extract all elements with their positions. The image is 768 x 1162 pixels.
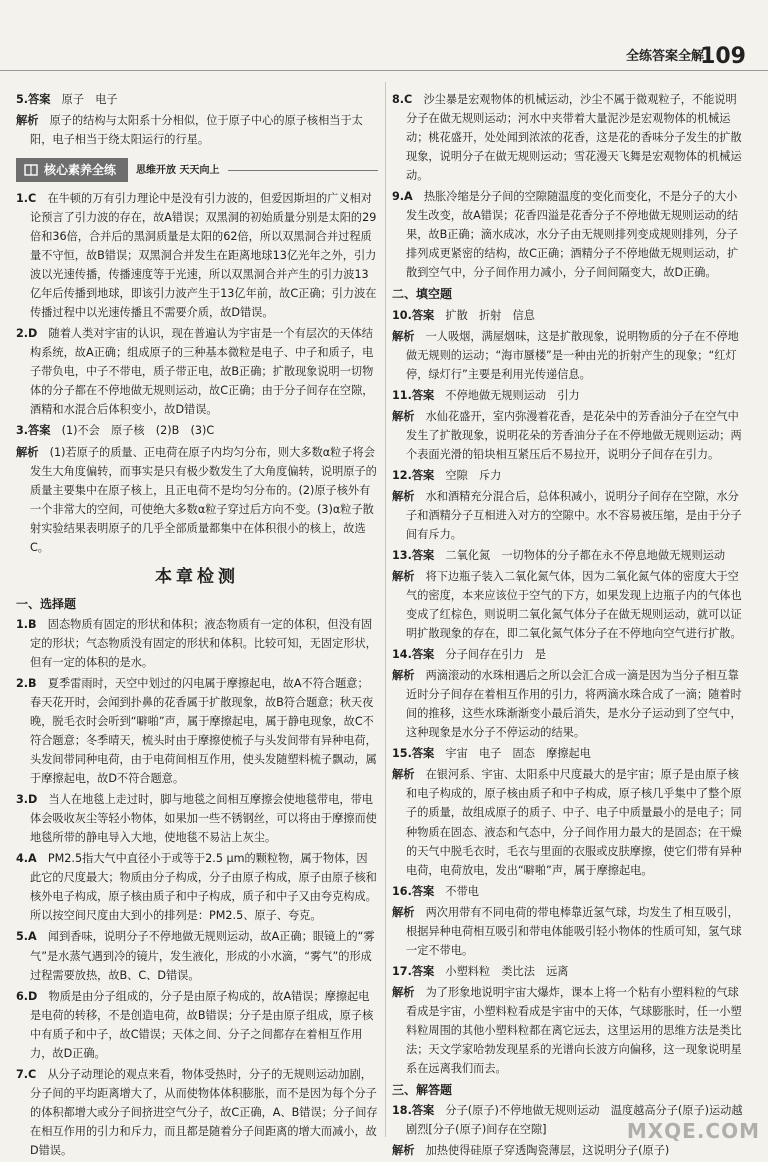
fill-item-11-analysis: 解析 水仙花盛开，室内弥漫着花香，是花朵中的芳香油分子在空气中发生了扩散现象，说明花朵的芳香油分子在不停地做无规则运动；两个表面光滑的铅块相互紧压后不易拉开，说明分子间存在引力。: [392, 409, 742, 461]
choice-item-8: 8.C 沙尘暴是宏观物体的机械运动，沙尘不属于微观粒子，不能说明分子在做无规则运动；河水中夹带着大量泥沙是宏观物体的机械运动；桃花盛开，处处闻到浓浓的花香，这是花的香味分子发生的扩散现象，说明分子在做无规则运动；雪花漫天飞舞是宏观物体的机械运动。: [392, 93, 742, 183]
analysis-item-5: 解析 原子的结构与太阳系十分相似，位于原子中心的原子核相当于太阳，电子相当于绕太阳运行的行星。: [16, 114, 363, 147]
fill-item-11: 11.答案 不停地做无规则运动 引力: [392, 388, 580, 402]
choice-item-1: 1.B 固态物质有固定的形状和体积；液态物质有一定的体积，但没有固定的形状；气态物质没有固定的形状和体积。比较可知，无固定形状，但有一定的体积的是水。: [16, 617, 377, 670]
core-item-3-analysis: 解析 (1)若原子的质量、正电荷在原子内均匀分布，则大多数α粒子将会发生大角度偏转，而事实是只有极少数发生了大角度偏转，说明原子的质量主要集中在原子核上，且正电荷不是均匀分布的。(2)原子核外有一个非常大的空间，可使绝大多数α粒子穿过后方向不变。(3)α粒子散射实验结果表明原子的几乎全部质量都集中在体积很小的核上，故选C。: [16, 445, 377, 554]
site-watermark: MXQE.COM: [626, 1119, 760, 1143]
choice-item-4: 4.A PM2.5指大气中直径小于或等于2.5 μm的颗粒物，属于物体，因此它的尺度最大；物质由分子构成，分子由原子构成，原子由原子核和核外电子构成，原子核由质子和中子构成，质子和中子又由夸克构成。所以按空间尺度由大到小的排列是：PM2.5、原子、夸克。: [16, 852, 377, 923]
choice-item-2: 2.B 夏季雷雨时，天空中划过的闪电属于摩擦起电，故A不符合题意；春天花开时，会闻到扑鼻的花香属于扩散现象，故B符合题意；秋天夜晚，脱毛衣时会听到“噼啪”声，属于摩擦起电，属于静电现象，故C不符合题意；冬季晴天，梳头时由于摩擦使梳子与头发间带有异种电荷，头发间带同种电荷，由于电荷间相互作用，使头发随塑料梳子飘动，属于摩擦起电，故D不符合题意。: [16, 677, 377, 786]
header-divider: [0, 70, 768, 71]
fill-item-12: 12.答案 空隙 斥力: [392, 468, 502, 482]
banner-rule: [228, 170, 379, 171]
answer-item-18: 18.答案 分子(原子)不停地做无规则运动 温度越高分子(原子)运动越剧烈[分子(原子)间存在空隙]: [392, 1104, 743, 1137]
column-divider: [385, 82, 386, 1137]
answer-item-5: 5.答案 原子 电子: [16, 93, 118, 106]
answer-item-18-analysis: 解析 加热使得硅原子穿透陶瓷薄层，这说明分子(原子): [392, 1144, 670, 1158]
fill-item-12-analysis: 解析 水和酒精充分混合后，总体积减小，说明分子间存在空隙，水分子和酒精分子互相进入对方的空隙中。水不容易被压缩，是由于分子间有斥力。: [392, 489, 742, 542]
banner-title: 核心素养全练: [44, 162, 117, 177]
banner-tag: 思维开放 天天向上: [136, 164, 220, 176]
fill-item-15: 15.答案 宇宙 电子 固态 摩擦起电: [392, 747, 591, 761]
fill-item-17-analysis: 解析 为了形象地说明宇宙大爆炸，课本上将一个粘有小塑料粒的气球看成是宇宙，小塑料粒看成是宇宙中的天体，气球膨胀时，任一小塑料粒周围的其他小塑料粒都在离它远去，这里运用的思维方法是类比法；天文学家哈勃发现星系的光谱向长波方向偏移，这一现象说明星系在远离我们而去。: [392, 985, 742, 1075]
book-icon: [24, 163, 38, 177]
choice-item-5: 5.A 闻到香味，说明分子不停地做无规则运动，故A正确；眼镜上的“雾气”是水蒸气遇到冷的镜片，发生液化，形成的小水滴，“雾气”的形成过程需要放热，故B、C、D错误。: [16, 930, 375, 982]
fill-item-13: 13.答案 二氧化氮 一切物体的分子都在永不停息地做无规则运动: [392, 549, 726, 563]
page-number: 109: [700, 44, 746, 69]
header-label: 全练答案全解: [625, 49, 704, 64]
core-item-1: 1.C 在牛顿的万有引力理论中是没有引力波的，但爱因斯坦的广义相对论预言了引力波的存在，故A错误；双黑洞的初始质量分别是太阳的29倍和36倍，合并后的黑洞质量是太阳的62倍，所以双黑洞合并过程质量不守恒，故B错误；双黑洞合并发生在距离地球13亿光年之外，引力波以光速传播，传播速度等于光速，所以双黑洞合并产生的引力波13亿年后传播到地球，即该引力波产生于13亿年前，故C正确；引力波在传播过程中以光速传播且不需要介质，故D错误。: [16, 192, 377, 320]
section-title-fill: 二、填空题: [392, 287, 453, 302]
chapter-title: 本章检测: [155, 566, 239, 587]
left-column: [16, 90, 378, 1162]
fill-item-13-analysis: 解析 将下边瓶子装入二氧化氮气体，因为二氧化氮气体的密度大于空气的密度，本来应该位于空气的下方，如果发现上边瓶子内的气体也变成了红棕色，则说明二氧化氮气体分子在做无规则运动，就可以证明扩散现象的存在，即二氧化氮气体分子在不停地向空气进行扩散。: [392, 570, 742, 641]
core-item-2: 2.D 随着人类对宇宙的认识，现在普遍认为宇宙是一个有层次的天体结构系统，故A正确；组成原子的三种基本微粒是电子、中子和质子，电子带负电，中子不带电，质子带正电，故B正确；扩散现象说明一切物体的分子都在不停地做无规则运动，故C正确；由于分子间存在空隙，酒精和水混合后体积变小，故D错误。: [16, 327, 374, 417]
choice-item-6: 6.D 物质是由分子组成的，分子是由原子构成的，故A错误；摩擦起电是电荷的转移，不是创造电荷，故B错误；分子是由原子组成，原子核中有质子和中子，故C错误；天体之间、分子之间都存在着相互作用力，故D正确。: [16, 989, 374, 1060]
section-title-choice: 一、选择题: [16, 596, 77, 611]
section-title-answer: 三、解答题: [392, 1082, 453, 1097]
fill-item-16-analysis: 解析 两次用带有不同电荷的带电棒靠近氢气球，均发生了相互吸引，根据异种电荷相互吸引和带电体能吸引轻小物体的性质可知，氢气球一定不带电。: [392, 905, 742, 957]
fill-item-15-analysis: 解析 在银河系、宇宙、太阳系中尺度最大的是宇宙；原子是由原子核和电子构成的，原子核由质子和中子构成，原子核几乎集中了整个原子的质量，故组成原子的质子、中子、电子中质量最小的是电子；同种物质在固态、液态和气态中，分子间作用力最大的是固态；在干燥的天气中脱毛衣时，毛衣与里面的衣服或皮肤摩擦，使它们带有异种电荷，电荷放电，发出“噼啪”声，属于摩擦起电。: [392, 768, 742, 877]
fill-item-10: 10.答案 扩散 折射 信息: [392, 308, 535, 322]
core-literacy-banner: [16, 157, 378, 183]
fill-item-14: 14.答案 分子间存在引力 是: [392, 648, 547, 662]
choice-item-9: 9.A 热胀冷缩是分子间的空隙随温度的变化而变化，不是分子的大小发生改变，故A错误；花香四溢是花香分子不停地做无规则运动的结果，故B正确；滴水成冰，水分子由无规则排列变成规则排列，分子排列成更紧密的结构，故C正确；酒精分子不停地做无规则运动，扩散到空气中，分子间作用力减小，分子间间隔变大，故D正确。: [392, 190, 739, 280]
fill-item-17: 17.答案 小塑料粒 类比法 远离: [392, 964, 569, 978]
right-column: [392, 90, 744, 1162]
fill-item-10-analysis: 解析 一人吸烟，满屋烟味，这是扩散现象，说明物质的分子在不停地做无规则的运动；“海市蜃楼”是一种由光的折射产生的现象；“红灯停，绿灯行”主要是利用光传递信息。: [392, 329, 739, 381]
fill-item-16: 16.答案 不带电: [392, 884, 479, 898]
choice-item-3: 3.D 当人在地毯上走过时，脚与地毯之间相互摩擦会使地毯带电，带电体会吸收灰尘等轻小物体，如果加一些不锈钢丝，可以将由于摩擦而使地毯所带的静电导入大地，使地毯不易沾上灰尘。: [16, 793, 377, 845]
choice-item-7: 7.C 从分子动理论的观点来看，物体受热时，分子的无规则运动加剧，分子间的平均距离增大了，从而使物体体积膨胀，而不是因为每个分子的体积都增大或分子间挤进空气分子，故C正确，A、B错误；分子间存在相互作用的引力和斥力，而且都是随着分子间距离的增大而减小，故D错误。: [16, 1067, 378, 1157]
fill-item-14-analysis: 解析 两滴滚动的水珠相遇后之所以会汇合成一滴是因为当分子相互靠近时分子间存在着相互作用的引力，将两滴水珠合成了一滴；随着时间的推移，这些水珠渐渐变小最后消失，是水分子运动到了空气中，这种现象是水分子不停运动的结果。: [392, 669, 742, 740]
core-item-3: 3.答案 (1)不会 原子核 (2)B (3)C: [16, 424, 215, 438]
